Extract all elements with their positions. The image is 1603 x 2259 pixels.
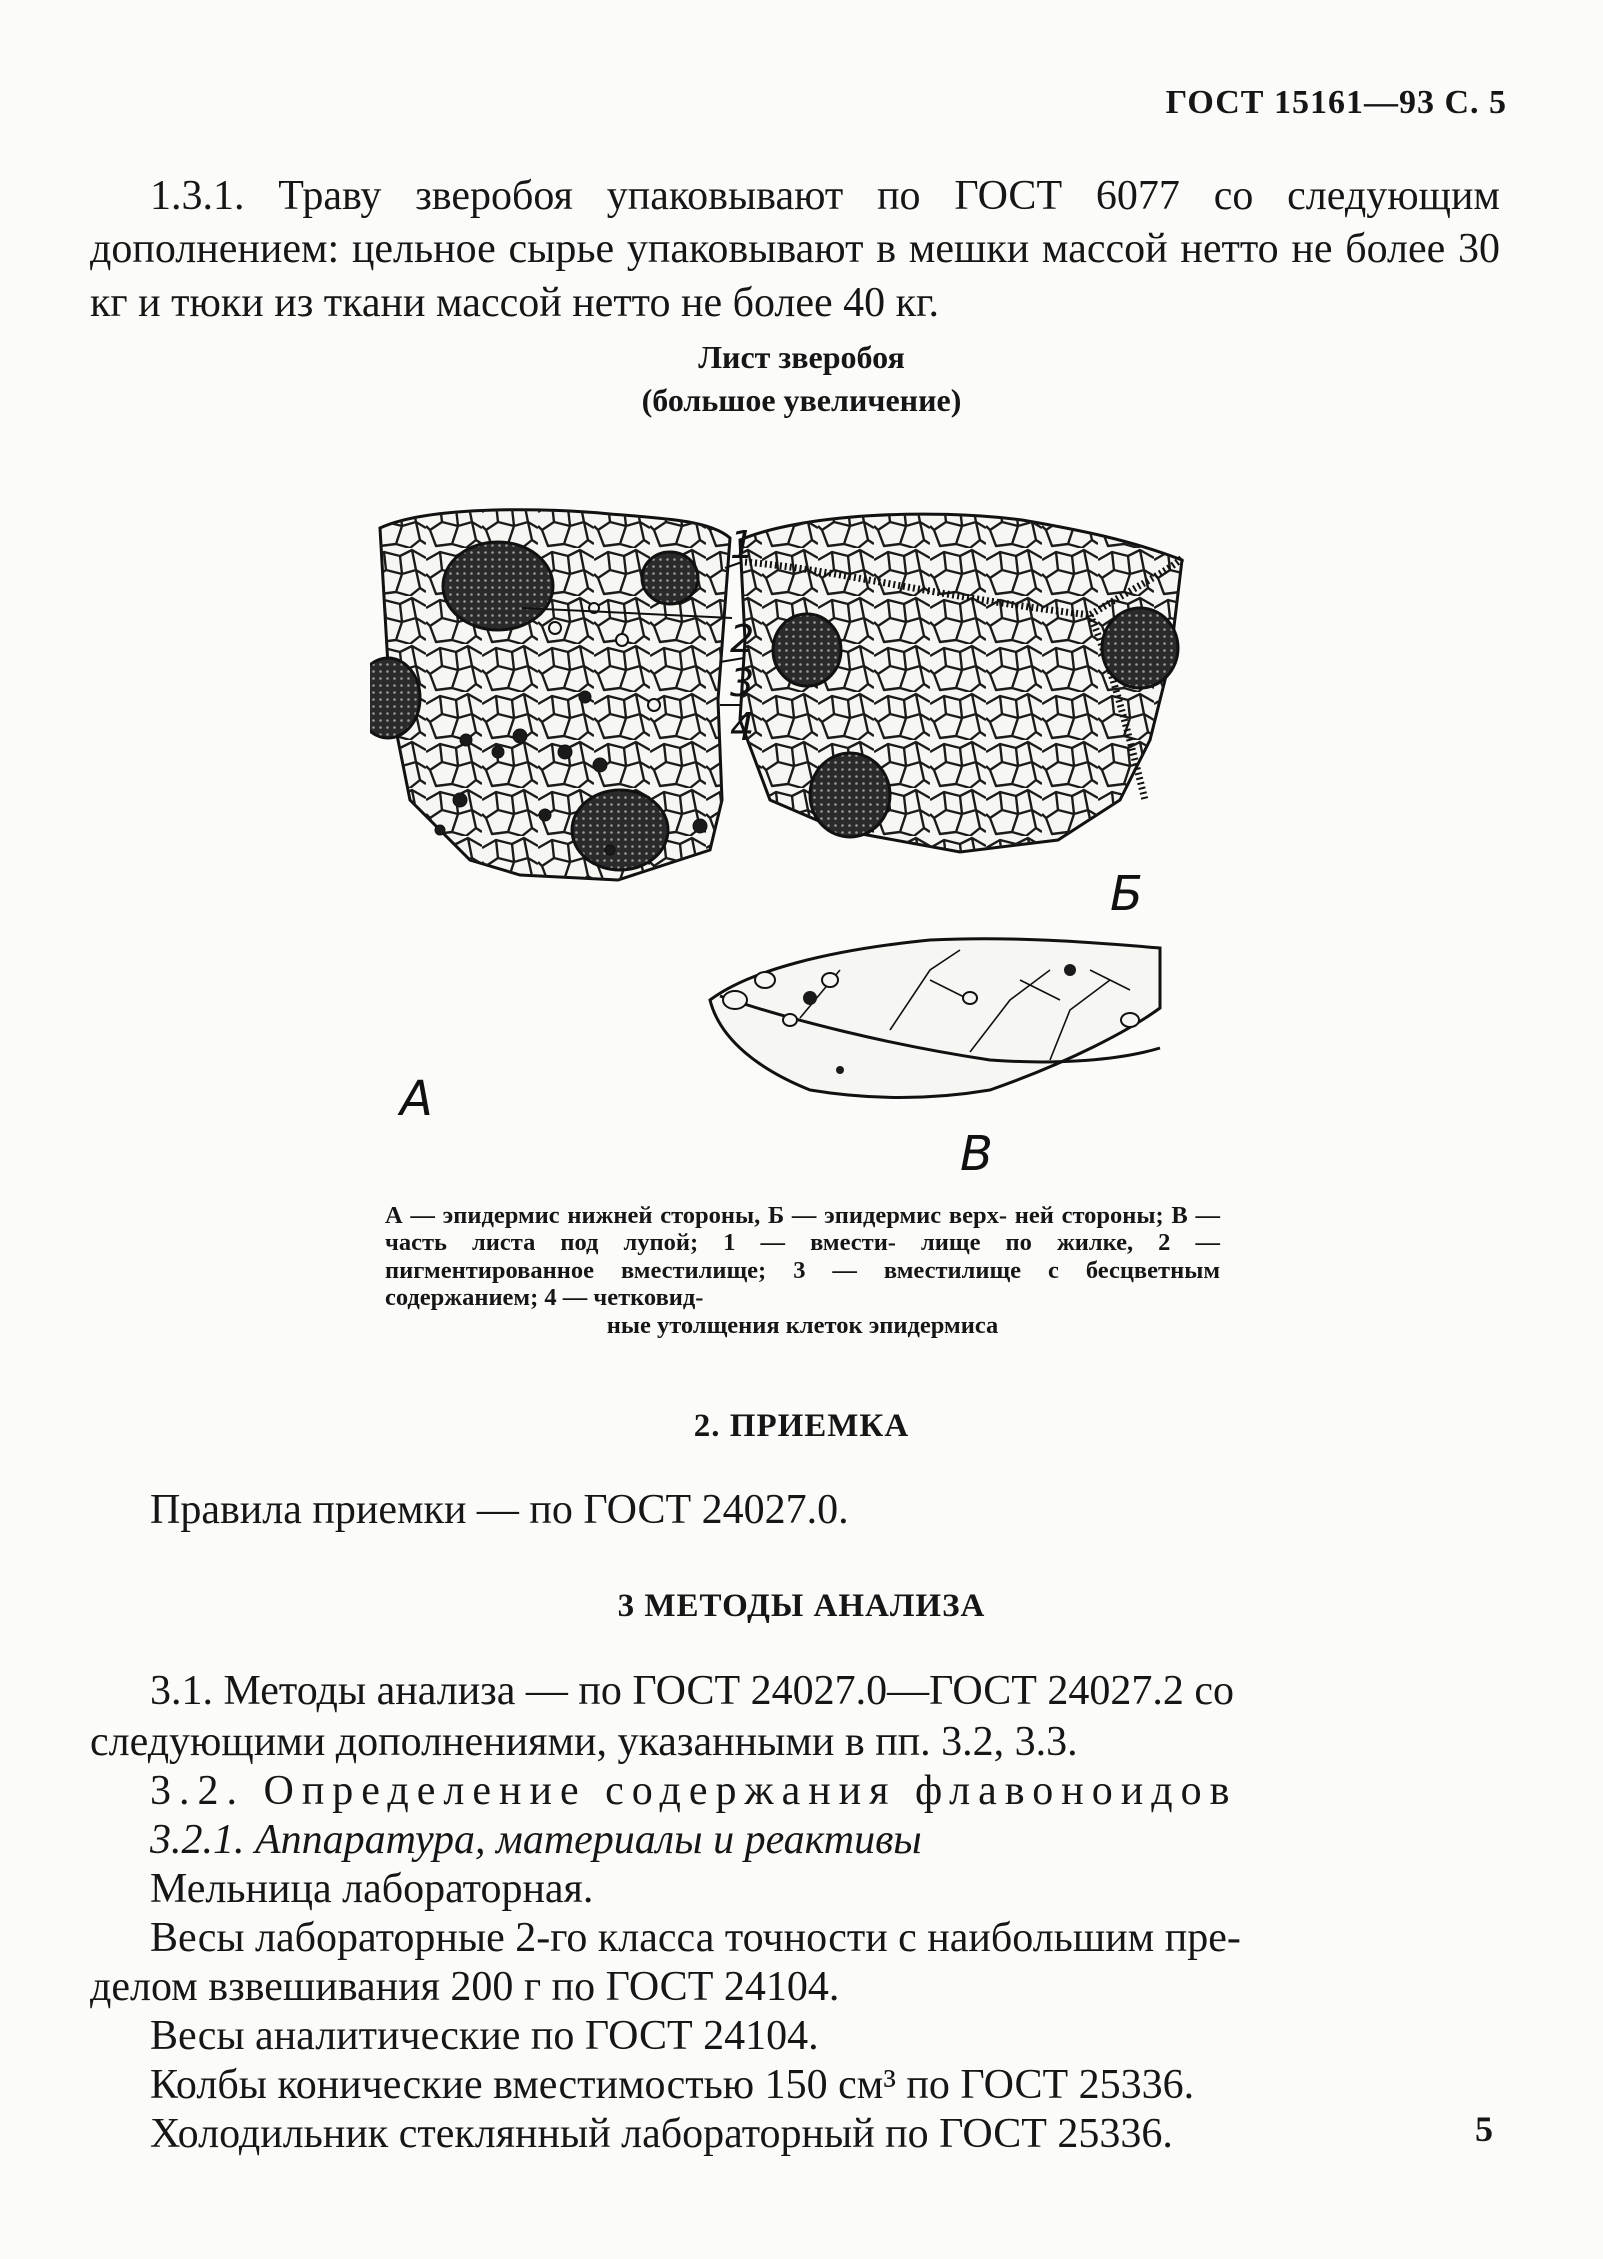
paragraph-1-3-1: 1.3.1. Траву зверобоя упаковывают по ГОСТ 6077 со следующим дополнением: цельное сырье упаковывают в мешки массой нетто не более 30 кг и тюки из ткани массой нетто не более 40 кг.	[90, 173, 1500, 326]
section-3-heading: 3 МЕТОДЫ АНАЛИЗА	[617, 1588, 986, 1624]
figure-title	[0, 336, 1603, 422]
label-a: А	[400, 1071, 433, 1127]
caption-line: лище по жилке, 2 — пигментированное вместилище; 3 —	[385, 1229, 1220, 1284]
panel-a-epidermis-lower	[370, 500, 750, 900]
item-lab-scales-line2: делом взвешивания 200 г по ГОСТ 24104.	[90, 1964, 840, 2010]
caption-line: А — эпидермис нижней стороны, Б — эпидермис верх-	[385, 1202, 1008, 1229]
leaf-epidermis-figure	[370, 500, 1220, 1190]
callout-4: 4	[730, 705, 755, 749]
panel-v-leaf-under-loupe	[710, 939, 1160, 1098]
item-analytical-scales: Весы аналитические по ГОСТ 24104.	[150, 2013, 819, 2059]
figure-title-line2: (большое увеличение)	[641, 381, 962, 418]
panel-b-epidermis-upper	[730, 500, 1200, 870]
item-lab-scales-line1: Весы лабораторные 2-го класса точности с наибольшим пре-	[150, 1915, 1241, 1961]
item-conical-flasks: Колбы конические вместимостью 150 см³ по ГОСТ 25336.	[150, 2062, 1195, 2108]
caption-line: ней стороны; В — часть листа под лупой; 1 — вмести-	[385, 1202, 1220, 1257]
figure-caption	[385, 1202, 1220, 1339]
page-header: ГОСТ 15161—93 С. 5	[1165, 84, 1507, 121]
callout-3: 3	[730, 661, 755, 705]
callout-2: 2	[730, 617, 755, 661]
page-number: 5	[1475, 2109, 1493, 2149]
figure-title-line1: Лист зверобоя	[698, 339, 905, 375]
caption-line: вместилище с бесцветным содержанием; 4 — четковид-	[385, 1256, 1221, 1312]
para-3-2-1	[150, 1815, 1565, 1865]
item-glass-condenser: Холодильник стеклянный лабораторный по ГОСТ 25336.	[150, 2111, 1173, 2157]
para-3-2: 3.2. Определение содержания флавоноидов	[150, 1768, 1238, 1814]
para-3-1-line1: 3.1. Методы анализа — по ГОСТ 24027.0—ГОСТ 24027.2 со	[150, 1668, 1235, 1714]
section-2-text: Правила приемки — по ГОСТ 24027.0.	[150, 1487, 849, 1533]
callout-1: 1	[730, 523, 755, 567]
label-b: Б	[1110, 866, 1143, 922]
para-3-1-line2: следующими дополнениями, указанными в пп. 3.2, 3.3.	[90, 1719, 1078, 1765]
para-3-2-1-text: 3.2.1. Аппаратура, материалы и реактивы	[150, 1817, 922, 1863]
label-v: В	[960, 1126, 993, 1182]
caption-line: ные утолщения клеток эпидермиса	[606, 1311, 999, 1339]
section-2-heading: 2. ПРИЕМКА	[693, 1408, 910, 1444]
item-mill: Мельница лабораторная.	[150, 1866, 594, 1912]
